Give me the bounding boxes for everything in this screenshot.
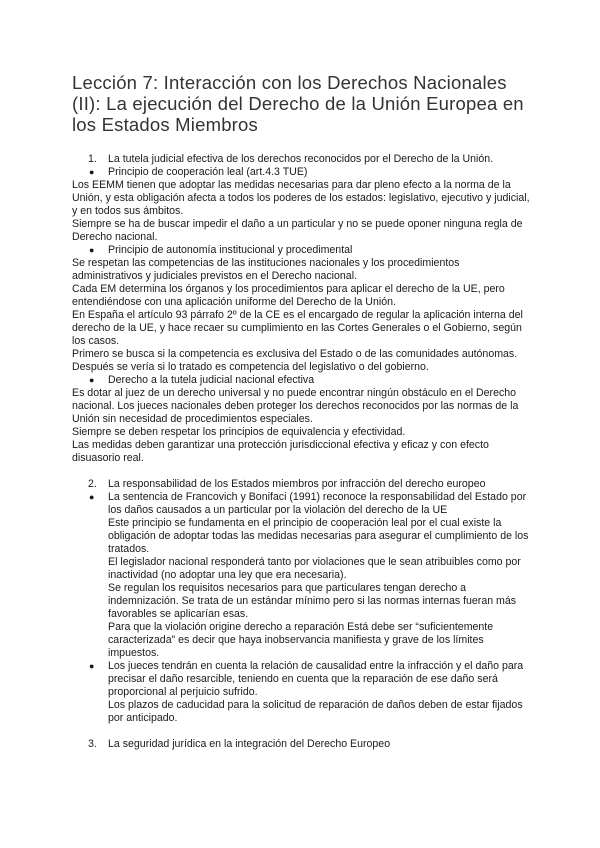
spacer [72,465,530,478]
spacer [72,725,530,738]
bullet-text: Principio de cooperación leal (art.4.3 TUE) [108,166,308,178]
bullet-autonomia [72,244,530,257]
page-title: Lección 7: Interacción con los Derechos Nacionales (II): La ejecución del Derecho de la Unión Europea en los Estados Miembros [72,72,524,135]
bullet-icon: ● [89,661,95,671]
paragraph: Siempre se deben respetar los principios de equivalencia y efectividad. [72,426,406,438]
bullet-text: Derecho a la tutela judicial nacional efectiva [108,374,315,386]
section-heading-text: La tutela judicial efectiva de los derechos reconocidos por el Derecho de la Unión. [108,153,494,165]
bullet-tutela [72,374,530,387]
section-heading-text: La responsabilidad de los Estados miembros por infracción del derecho europeo [108,478,486,490]
section-1-heading [72,153,530,166]
paragraph: Cada EM determina los órganos y los procedimientos para aplicar el derecho de la UE, pero entendiéndose con una aplicación uniforme del Derecho de la Unión. [72,283,505,308]
bullet-text: Los jueces tendrán en cuenta la relación de causalidad entre la infracción y el daño para precisar el daño resarcible, teniendo en cuenta que la reparación de ese daño será proporcional al perjuicio sufrido. [108,660,524,698]
bullet-text: Para que la violación origine derecho a reparación Está debe ser “suficientemente caracterizada” es decir que haya inobservancia manifiesta y grave de los límites impuestos. [108,621,494,659]
list-number: 1. [88,153,97,165]
paragraph: Después se vería si lo tratado es competencia del legislativo o del gobierno. [72,361,429,373]
bullet-jueces [72,660,530,725]
bullet-icon: ● [89,492,95,502]
section-heading-text: La seguridad jurídica en la integración del Derecho Europeo [108,738,391,750]
paragraph: Siempre se ha de buscar impedir el daño a un particular y no se puede oponer ninguna regla de Derecho nacional. [72,218,523,243]
paragraph: Primero se busca si la competencia es exclusiva del Estado o de las comunidades autónomas. [72,348,518,360]
bullet-text: Se regulan los requisitos necesarios para que particulares tengan derecho a indemnización. Se trata de un estándar mínimo pero si las normas internas fueran más favorables se aplicarían esas. [108,582,517,620]
bullet-text: El legislador nacional responderá tanto por violaciones que le sean atribuibles como por inactividad (no adoptar una ley que era necesaria). [108,556,521,581]
paragraph: Los EEMM tienen que adoptar las medidas necesarias para dar pleno efecto a la norma de la Unión, y esta obligación afecta a todos los poderes de los estados: legislativo, ejecutivo y judicial, y en todos sus ámbitos. [72,179,530,217]
bullet-text: Principio de autonomía institucional y procedimental [108,244,353,256]
document-body [72,153,530,751]
paragraph: Es dotar al juez de un derecho universal y no puede encontrar ningún obstáculo en el Derecho nacional. Los jueces nacionales deben proteger los derechos reconocidos por las normas de la Unión sin necesidad de procedimientos especiales. [72,387,519,425]
paragraph: En España el artículo 93 párrafo 2º de la CE es el encargado de regular la aplicación interna del derecho de la UE, y hace recaer su cumplimiento en las Cortes Generales o el Gobierno, según los casos. [72,309,523,347]
bullet-text: Este principio se fundamenta en el principio de cooperación leal por el cual existe la obligación de adoptar todas las medidas necesarias para asegurar el cumplimiento de los tratados. [108,517,529,555]
section-3-heading [72,738,530,751]
bullet-text: La sentencia de Francovich y Bonifaci (1991) reconoce la responsabilidad del Estado por los daños causados a un particular por la violación del derecho de la UE [108,491,527,516]
bullet-icon: ● [89,375,95,385]
list-number: 2. [88,478,97,490]
bullet-cooperacion [72,166,530,179]
bullet-icon: ● [89,245,95,255]
bullet-text: Los plazos de caducidad para la solicitud de reparación de daños deben de estar fijados por anticipado. [108,699,523,724]
paragraph: Se respetan las competencias de las instituciones nacionales y los procedimientos administrativos y judiciales previstos en el Derecho nacional. [72,257,460,282]
list-number: 3. [88,738,97,750]
bullet-francovich [72,491,530,660]
paragraph: Las medidas deben garantizar una protección jurisdiccional efectiva y eficaz y con efecto disuasorio real. [72,439,489,464]
bullet-icon: ● [89,167,95,177]
section-2-heading [72,478,530,491]
